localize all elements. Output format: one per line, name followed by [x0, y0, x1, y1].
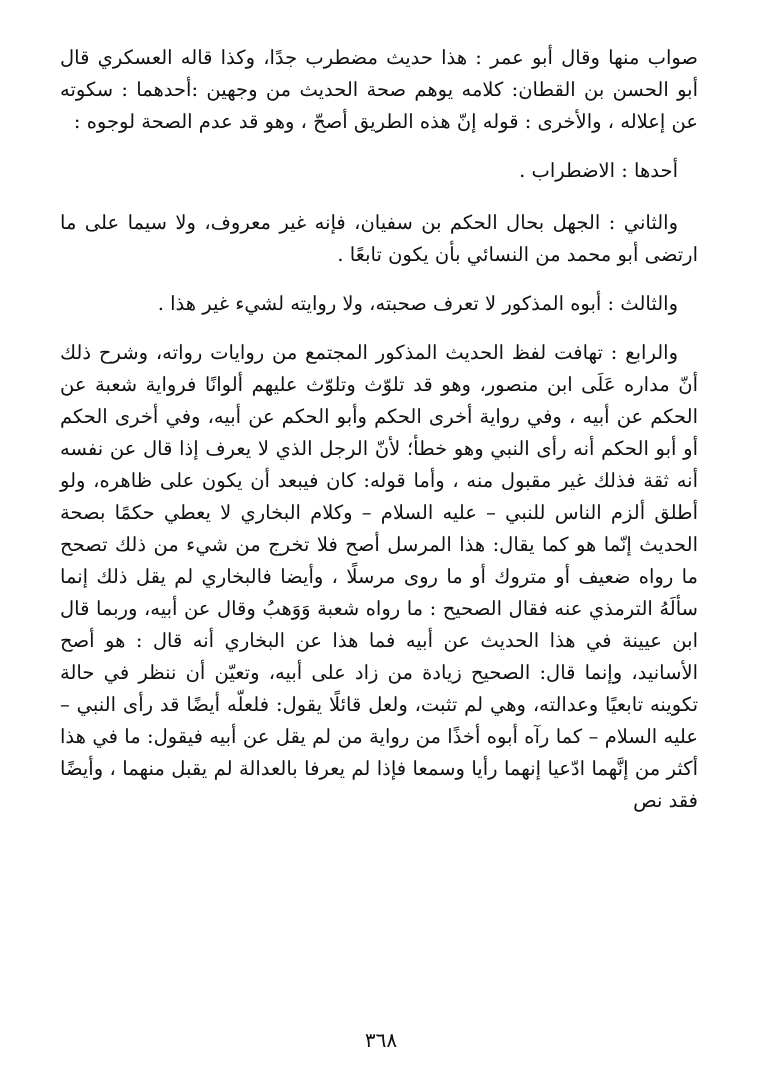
paragraph-fourth-reason: والرابع : تهافت لفظ الحديث المذكور المجتمع من روايات رواته، وشرح ذلك أنّ مداره عَلَى ابن منصور، وهو قد تلوّث وتلوّث عليهم ألوانًا فرواية شعبة عن الحكم عن أبيه ، وفي رواية أخرى الحكم وأبو الحكم عن أبيه، وفي أخرى الحكم أو أبو الحكم أنه رأى النبي وهو خطأ؛ لأنّ الرجل الذي لا يعرف إذا قال عن نفسه أنه ثقة فذلك غير مقبول منه ، وأما قوله: كان فيبعد أن يكون على ظاهره، ولو أطلق ألزم الناس للنبي – عليه السلام – وكلام البخاري لا يعطي حكمًا بصحة الحديث إنّما هو كما يقال: هذا المرسل أصح فلا تخرج من شيء من ذلك تصحح ما رواه ضعيف أو متروك أو ما روى مرسلًا ، وأيضا فالبخاري لم يقل ذلك إنما سألَهُ الترمذي عنه فقال الصحيح : ما رواه شعبة وَوَهبُ وقال عن أبيه، وربما قال ابن عيينة في هذا الحديث عن أبيه فما هذا عن البخاري أنه قال : هو أصح الأسانيد، وإنما قال: الصحيح زيادة من زاد على أبيه، وتعيّن أن ننظر في حالة تكوينه تابعيًا وعدالته، وهي لم تثبت، ولعل قائلًا يقول: فلعلّه أيضًا قد رأى النبي – عليه السلام – كما رآه أبوه أخذًا من رواية من لم يقل عن أبيه فيقول: ما في هذا أكثر من إنَّهما ادّعيا إنهما رأيا وسمعا فإذا لم يعرفا بالعدالة لم يقبل منهما ، وأيضًا فقد نص — [60, 341, 698, 812]
paragraph-third-reason: والثالث : أبوه المذكور لا تعرف صحبته، ولا روايته لشيء غير هذا . — [157, 292, 678, 315]
paragraph-intro: صواب منها وقال أبو عمر : هذا حديث مضطرب جدًا، وكذا قاله العسكري قال أبو الحسن بن القطان: كلامه يوهم صحة الحديث من وجهين :أحدهما : سكوته عن إعلاله ، والأخرى : قوله إنّ هذه الطريق أصحّ ، وهو قد عدم الصحة لوجوه : — [60, 46, 698, 133]
page-number: ٣٦٨ — [364, 1028, 398, 1052]
paragraph-first-reason: أحدها : الاضطراب . — [519, 159, 678, 182]
paragraph-second-reason: والثاني : الجهل بحال الحكم بن سفيان، فإنه غير معروف، ولا سيما على ما ارتضى أبو محمد من النسائي بأن يكون تابعًا . — [60, 211, 698, 266]
body-text — [60, 42, 698, 817]
